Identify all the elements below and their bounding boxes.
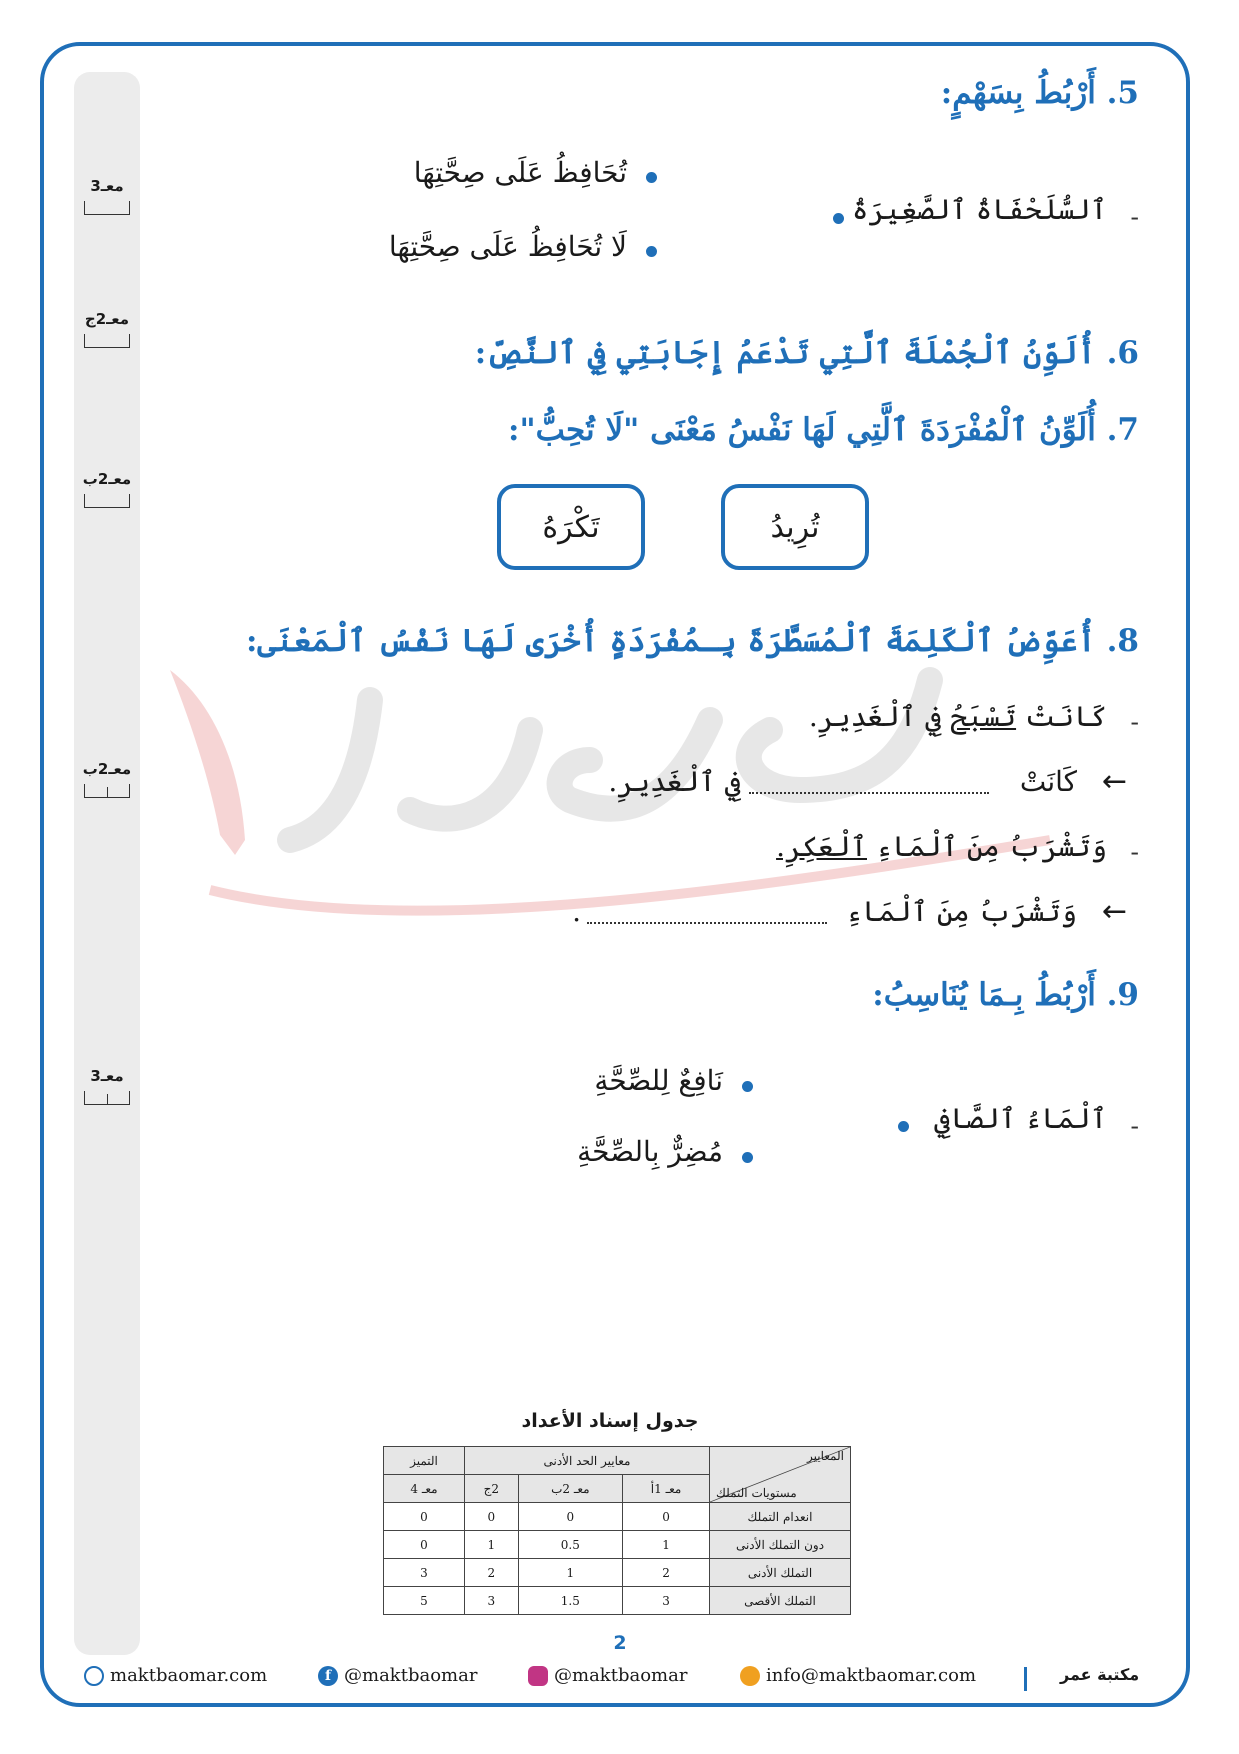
q8-answer-2-blank[interactable]: [587, 922, 827, 924]
table-row: [384, 1559, 851, 1587]
footer-instagram-text: @maktbaomar: [554, 1665, 688, 1686]
footer-instagram[interactable]: [528, 1665, 687, 1686]
grade-table: [383, 1446, 851, 1615]
dash-marker: -: [1130, 203, 1139, 231]
q8-answer-1-after: فِي ٱلْغَدِيرِ.: [608, 765, 741, 798]
criterion-q7: [74, 470, 140, 508]
table-cell: 2: [464, 1559, 518, 1587]
criterion-q6: [74, 310, 140, 348]
q8-s2-before: وَتَشْرَبُ مِنَ ٱلْمَاءِ: [875, 830, 1107, 863]
table-corner-cell: [710, 1447, 851, 1503]
table-cell: 3: [384, 1559, 465, 1587]
row-label: التملك الأقصى: [710, 1587, 851, 1615]
choice-tureedu[interactable]: تُرِيدُ: [721, 484, 869, 570]
globe-icon: [84, 1666, 104, 1686]
q5-option-dot[interactable]: [646, 172, 657, 183]
row-label: التملك الأدنى: [710, 1559, 851, 1587]
table-cell: 1: [518, 1559, 622, 1587]
question-9-title: 9. أَرْبُطُ بِـمَا يُنَاسِبُ:: [872, 977, 1139, 1013]
table-row: [384, 1587, 851, 1615]
footer-email-text: info@maktbaomar.com: [766, 1665, 977, 1686]
q8-s1-after: فِي ٱلْغَدِيرِ.: [808, 700, 942, 733]
dash-marker: -: [1130, 1112, 1139, 1140]
question-7-title: 7. أُلَوِّنُ ٱلْمُفْرَدَةَ ٱلَّتِي لَهَا نَفْسُ مَعْنَى "لَا تُحِبُّ":: [508, 412, 1139, 448]
q5-left-dot[interactable]: [833, 213, 844, 224]
table-cell: 0: [623, 1503, 710, 1531]
q8-answer-2-before: وَتَشْرَبُ مِنَ ٱلْمَاءِ: [845, 895, 1077, 928]
dash-marker: -: [1130, 708, 1139, 736]
q8-sentence-1: [809, 700, 1107, 733]
table-cell: 0.5: [518, 1531, 622, 1559]
criterion-score-box[interactable]: [84, 494, 130, 508]
footer-email[interactable]: [740, 1665, 976, 1686]
criteria-sidebar: [74, 72, 140, 1655]
criterion-score-box[interactable]: [84, 1091, 130, 1105]
dash-marker: -: [1130, 838, 1139, 866]
q9-left-dot[interactable]: [898, 1121, 909, 1132]
criterion-label: معـ2ب: [82, 470, 132, 488]
table-cell: 2: [623, 1559, 710, 1587]
facebook-icon: f: [318, 1666, 338, 1686]
table-cell: 0: [384, 1531, 465, 1559]
group-header-excellence: التميز: [384, 1447, 465, 1475]
q5-option-1: تُحَافِظُ عَلَى صِحَّتِهَا: [413, 156, 627, 189]
q9-option-dot[interactable]: [742, 1081, 753, 1092]
group-header-min: معايير الحد الأدنى: [464, 1447, 709, 1475]
q9-left-item: ٱلْمَاءُ ٱلصَّافِي: [934, 1102, 1107, 1135]
grade-table-title: جدول إسناد الأعداد: [521, 1410, 699, 1432]
corner-bottom-label: مستويات التملك: [716, 1486, 797, 1500]
criterion-q5: [74, 177, 140, 215]
footer-logo: مكتبة عمر: [1060, 1665, 1140, 1684]
criterion-score-box[interactable]: [84, 784, 130, 798]
criterion-q9: [74, 1067, 140, 1105]
criterion-label: معـ2ج: [84, 310, 130, 328]
table-row: [384, 1503, 851, 1531]
q9-option-2: مُضِرٌّ بِالصِّحَّةِ: [577, 1135, 723, 1168]
q8-s1-before: كَانَتْ: [1024, 700, 1107, 733]
question-8-title: 8. أُعَوِّضُ ٱلْكَلِمَةَ ٱلْمُسَطَّرَةَ بِـمُفْرَدَةٍ أُخْرَى لَهَا نَفْسُ ٱلْمَعْنَى:: [245, 623, 1139, 659]
footer: [80, 1665, 1179, 1695]
email-icon: [740, 1666, 760, 1686]
row-label: انعدام التملك: [710, 1503, 851, 1531]
corner-top-label: المعايير: [807, 1449, 844, 1463]
criterion-score-box[interactable]: [84, 201, 130, 215]
table-cell: 0: [518, 1503, 622, 1531]
sub-header: معـ 1أ: [623, 1475, 710, 1503]
footer-facebook-text: @maktbaomar: [344, 1665, 478, 1686]
q5-left-item: ٱلسُّلَحْفَاةُ ٱلصَّغِيرَةُ: [852, 193, 1107, 226]
footer-website-text: maktbaomar.com: [110, 1665, 268, 1686]
table-cell: 3: [464, 1587, 518, 1615]
table-cell: 0: [384, 1503, 465, 1531]
instagram-icon: [528, 1666, 548, 1686]
q9-option-dot[interactable]: [742, 1152, 753, 1163]
table-cell: 3: [623, 1587, 710, 1615]
q8-answer-1-before: كَانَتْ: [1019, 765, 1077, 798]
criterion-label: معـ3: [90, 1067, 124, 1085]
page-number: 2: [613, 1632, 627, 1654]
question-6-title: 6. أُلَوِّنُ ٱلْجُمْلَةَ ٱلَّتِي تَدْعَمُ إِجَابَتِي فِي ٱلنَّصِّ:: [474, 335, 1139, 371]
question-5-title: 5. أَرْبُطُ بِسَهْمٍ:: [940, 75, 1139, 111]
table-row: [384, 1531, 851, 1559]
footer-separator: [1024, 1667, 1027, 1691]
table-cell: 1.5: [518, 1587, 622, 1615]
table-cell: 5: [384, 1587, 465, 1615]
choice-takrahu[interactable]: تَكْرَهُ: [497, 484, 645, 570]
arrow-left-icon: ←: [1101, 894, 1127, 929]
footer-facebook[interactable]: [318, 1665, 477, 1686]
q9-option-1: نَافِعٌ لِلصِّحَّةِ: [594, 1064, 723, 1097]
q5-option-dot[interactable]: [646, 246, 657, 257]
criterion-score-box[interactable]: [84, 334, 130, 348]
q8-sentence-2: [776, 830, 1107, 863]
q8-s2-underlined: ٱلْعَكِرِ.: [776, 830, 867, 863]
criterion-q8: [74, 760, 140, 798]
table-cell: 0: [464, 1503, 518, 1531]
table-cell: 1: [464, 1531, 518, 1559]
sub-header: معـ 2ب: [518, 1475, 622, 1503]
sub-header: 2ج: [464, 1475, 518, 1503]
table-cell: 1: [623, 1531, 710, 1559]
q5-option-2: لَا تُحَافِظُ عَلَى صِحَّتِهَا: [388, 230, 627, 263]
sub-header: معـ 4: [384, 1475, 465, 1503]
q8-answer-1-blank[interactable]: [749, 792, 989, 794]
arrow-left-icon: ←: [1101, 764, 1127, 799]
q8-s1-underlined: تَسْبَحُ: [950, 700, 1017, 733]
q8-answer-2-after: .: [572, 895, 581, 928]
criterion-label: معـ3: [90, 177, 124, 195]
criterion-label: معـ2ب: [82, 760, 132, 778]
footer-website[interactable]: [84, 1665, 267, 1686]
row-label: دون التملك الأدنى: [710, 1531, 851, 1559]
